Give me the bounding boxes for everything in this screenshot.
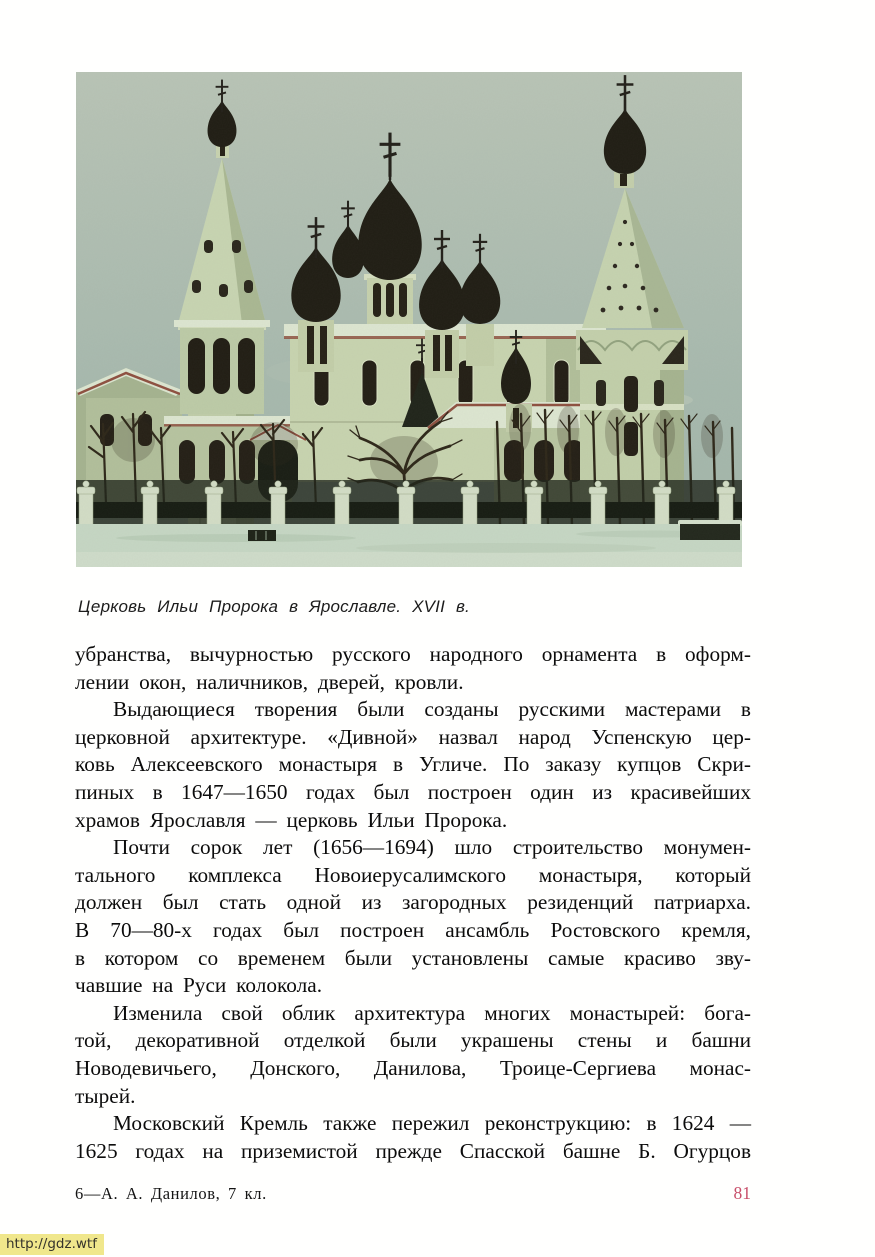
text-line: убранства, вычурностью русского народного орнамента в оформ- bbox=[75, 642, 751, 666]
text-line: той, декоративной отделкой были украшены стены и башни bbox=[75, 1028, 751, 1053]
text-line: Московский Кремль также пережил реконструкцию: в 1624 — bbox=[113, 1111, 751, 1136]
photo-illustration bbox=[76, 72, 742, 567]
body-text bbox=[75, 641, 751, 1165]
footer-edition-note: 6—А. А. Данилов, 7 кл. bbox=[75, 1184, 267, 1203]
text-line: церковной архитектуре. «Дивной» назвал народ Успенскую цер- bbox=[75, 724, 751, 749]
watermark[interactable]: http://gdz.wtf bbox=[0, 1234, 104, 1255]
paragraph bbox=[75, 1000, 751, 1110]
text-line: В 70—80-х годах был построен ансамбль Ростовского кремля, bbox=[75, 917, 751, 942]
text-line: должен был стать одной из загородных резиденций патриарха. bbox=[75, 890, 751, 915]
paragraph bbox=[75, 1110, 751, 1165]
text-line: 1625 годах на приземистой прежде Спасской башне Б. Огурцов bbox=[75, 1138, 751, 1163]
text-line: Изменила свой облик архитектура многих монастырей: бога- bbox=[113, 1000, 751, 1025]
text-line: Выдающиеся творения были созданы русскими мастерами в bbox=[113, 697, 751, 722]
text-line: пиных в 1647—1650 годах был построен один из красивейших bbox=[75, 779, 751, 804]
page-number: 81 bbox=[733, 1183, 751, 1203]
photo-church-ilya-prorok bbox=[76, 72, 742, 567]
text-line: чавшие на Руси колокола. bbox=[75, 973, 323, 998]
paragraph bbox=[75, 696, 751, 834]
paragraph bbox=[75, 834, 751, 1000]
text-line: тального комплекса Новоиерусалимского монастыря, который bbox=[75, 862, 751, 887]
text-line: в котором со временем были установлены самые красиво зву- bbox=[75, 945, 751, 970]
text-line: Новодевичьего, Донского, Данилова, Троице-Сергиева монас- bbox=[75, 1055, 751, 1080]
text-line: тырей. bbox=[75, 1083, 136, 1108]
text-line: ковь Алексеевского монастыря в Угличе. По заказу купцов Скри- bbox=[75, 752, 751, 777]
text-line: храмов Ярославля — церковь Ильи Пророка. bbox=[75, 807, 508, 832]
text-line: лении окон, наличников, дверей, кровли. bbox=[75, 669, 464, 694]
photo-caption: Церковь Ильи Пророка в Ярославле. XVII в. bbox=[78, 597, 470, 616]
paragraph bbox=[75, 641, 751, 696]
text-line: Почти сорок лет (1656—1694) шло строительство монумен- bbox=[113, 835, 751, 860]
photo-grain-overlay bbox=[76, 72, 742, 567]
